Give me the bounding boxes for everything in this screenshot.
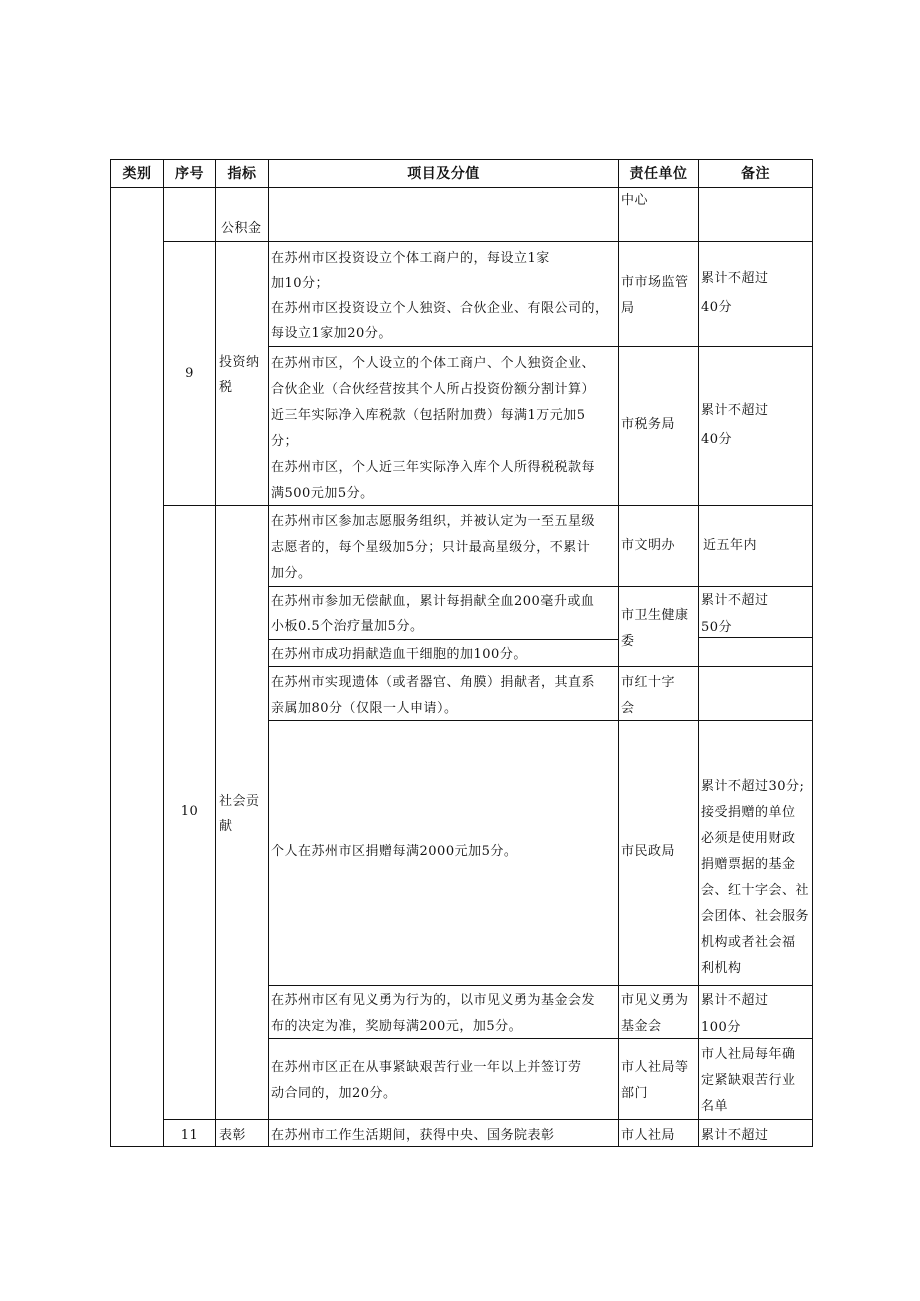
- row10f-dept-line1: 市见义勇为: [621, 993, 689, 1008]
- row9b-dept: 市税务局: [621, 417, 676, 432]
- row9b-note-line1: 累计不超过: [701, 403, 769, 418]
- row10e-dept: 市民政局: [621, 844, 676, 859]
- row10g-note-line1: 市人社局每年确: [701, 1047, 796, 1062]
- row9a-item-line3: 在苏州市区投资设立个人独资、合伙企业、有限公司的，: [271, 301, 609, 316]
- row10e-note-line6: 会团体、社会服务: [701, 909, 810, 924]
- row9a-item-line2: 加10分；: [271, 276, 330, 291]
- row10f-item-line2: 布的决定为准，奖励每满200元，加5分。: [271, 1019, 523, 1034]
- row10a-item-line3: 加分。: [271, 566, 312, 581]
- row9b-item-line1: 在苏州市区，个人设立的个体工商户、个人独资企业、: [271, 356, 596, 371]
- row9b-item-line3: 近三年实际净入库税款（包括附加费）每满1万元加5: [271, 408, 586, 423]
- row10e-note-line8: 利机构: [701, 961, 742, 976]
- row9a-dept-line2: 局: [621, 301, 635, 316]
- header-category: 类别: [122, 166, 152, 182]
- row9b-item-line4: 分；: [271, 434, 299, 449]
- row10d-item-line2: 亲属加80分（仅限一人申请）。: [271, 701, 458, 716]
- row10f-note-line2: 100分: [701, 1020, 741, 1035]
- row10bc-dept-line2: 委: [621, 634, 635, 649]
- row10b-note-line1: 累计不超过: [701, 593, 769, 608]
- header-dept: 责任单位: [629, 166, 688, 182]
- row10b-item-line2: 小板0.5个治疗量加5分。: [271, 619, 424, 634]
- row10g-item-line1: 在苏州市区正在从事紧缺艰苦行业一年以上并签订劳: [271, 1060, 582, 1075]
- row10e-note-line5: 会、红十字会、社: [701, 883, 810, 898]
- row10a-item-line2: 志愿者的，每个星级加5分；只计最高星级分，不累计: [271, 540, 591, 555]
- row10c-item: 在苏州市成功捐献造血干细胞的加100分。: [271, 647, 527, 662]
- row10g-dept-line2: 部门: [621, 1086, 649, 1101]
- col-divider-category: [163, 159, 164, 1147]
- row9a-note-line1: 累计不超过: [701, 271, 769, 286]
- header-note: 备注: [741, 166, 770, 182]
- row9-seq: 9: [185, 366, 194, 381]
- row10g-dept-line1: 市人社局等: [621, 1060, 689, 1075]
- header-seq: 序号: [175, 166, 204, 182]
- row10e-note-line2: 接受捐赠的单位: [701, 805, 796, 820]
- cont-indicator: 公积金: [221, 221, 262, 236]
- row10a-item-line1: 在苏州市区参加志愿服务组织，并被认定为一至五星级: [271, 514, 596, 529]
- row9b-item-line6: 满500元加5分。: [271, 486, 374, 501]
- row10b-note-line2: 50分: [701, 620, 733, 635]
- row10f-dept-line2: 基金会: [621, 1019, 662, 1034]
- row9-indicator-line1: 投资纳: [219, 355, 260, 370]
- table-border-left: [110, 159, 111, 1147]
- row10e-note-line7: 机构或者社会福: [701, 935, 796, 950]
- row10a-dept: 市文明办: [621, 538, 676, 553]
- row10g-item-line2: 动合同的，加20分。: [271, 1086, 397, 1101]
- cont-dept: 中心: [621, 193, 649, 208]
- row10g-note-line3: 名单: [701, 1099, 729, 1114]
- row9-indicator-line2: 税: [219, 380, 233, 395]
- col-divider-seq: [215, 159, 216, 1147]
- row10e-note-line3: 必须是使用财政: [701, 831, 796, 846]
- row11-item: 在苏州市工作生活期间，获得中央、国务院表彰: [271, 1128, 555, 1143]
- row-line-10-start: [163, 505, 813, 506]
- row9b-item-line2: 合伙企业（合伙经营按其个人所占投资份额分割计算）: [271, 382, 596, 397]
- row9a-item-line4: 每设立1家加20分。: [271, 326, 392, 341]
- row10b-item-line1: 在苏州市参加无偿献血，累计每捐献全血200毫升或血: [271, 594, 595, 609]
- table-border-right: [812, 159, 813, 1147]
- row11-indicator: 表彰: [219, 1128, 247, 1143]
- row10d-item-line1: 在苏州市实现遗体（或者器官、角膜）捐献者，其直系: [271, 675, 596, 690]
- row10-indicator-line2: 献: [219, 819, 233, 834]
- col-divider-dept: [698, 159, 699, 1147]
- row10e-item: 个人在苏州市区捐赠每满2000元加5分。: [271, 844, 518, 859]
- row9a-item-line1: 在苏州市区投资设立个体工商户的，每设立1家: [271, 251, 550, 266]
- row9b-note-line2: 40分: [701, 432, 733, 447]
- row10f-item-line1: 在苏州市区有见义勇为行为的，以市见义勇为基金会发: [271, 993, 596, 1008]
- header-indicator: 指标: [227, 166, 257, 182]
- row9a-dept-line1: 市市场监管: [621, 275, 689, 290]
- row10f-note-line1: 累计不超过: [701, 993, 769, 1008]
- row10a-note: 近五年内: [703, 538, 758, 553]
- row11-dept: 市人社局: [621, 1128, 676, 1143]
- row-line-10f: [268, 985, 813, 986]
- row10-seq: 10: [180, 804, 199, 819]
- row10d-dept-line1: 市红十字: [621, 675, 676, 690]
- row10g-note-line2: 定紧缺艰苦行业: [701, 1073, 796, 1088]
- col-divider-indicator: [268, 159, 269, 1147]
- row10e-note-line1: 累计不超过30分;: [701, 779, 805, 794]
- col-divider-items: [618, 159, 619, 1147]
- header-items: 项目及分值: [407, 166, 480, 182]
- row10bc-dept-line1: 市卫生健康: [621, 608, 689, 623]
- row10d-dept-line2: 会: [621, 701, 635, 716]
- row9b-item-line5: 在苏州市区，个人近三年实际净入库个人所得税税款每: [271, 460, 596, 475]
- row10e-note-line4: 捐赠票据的基金: [701, 857, 796, 872]
- row9a-note-line2: 40分: [701, 300, 733, 315]
- row11-note: 累计不超过: [701, 1128, 769, 1143]
- row10-indicator-line1: 社会贡: [219, 794, 260, 809]
- row11-seq: 11: [180, 1128, 199, 1143]
